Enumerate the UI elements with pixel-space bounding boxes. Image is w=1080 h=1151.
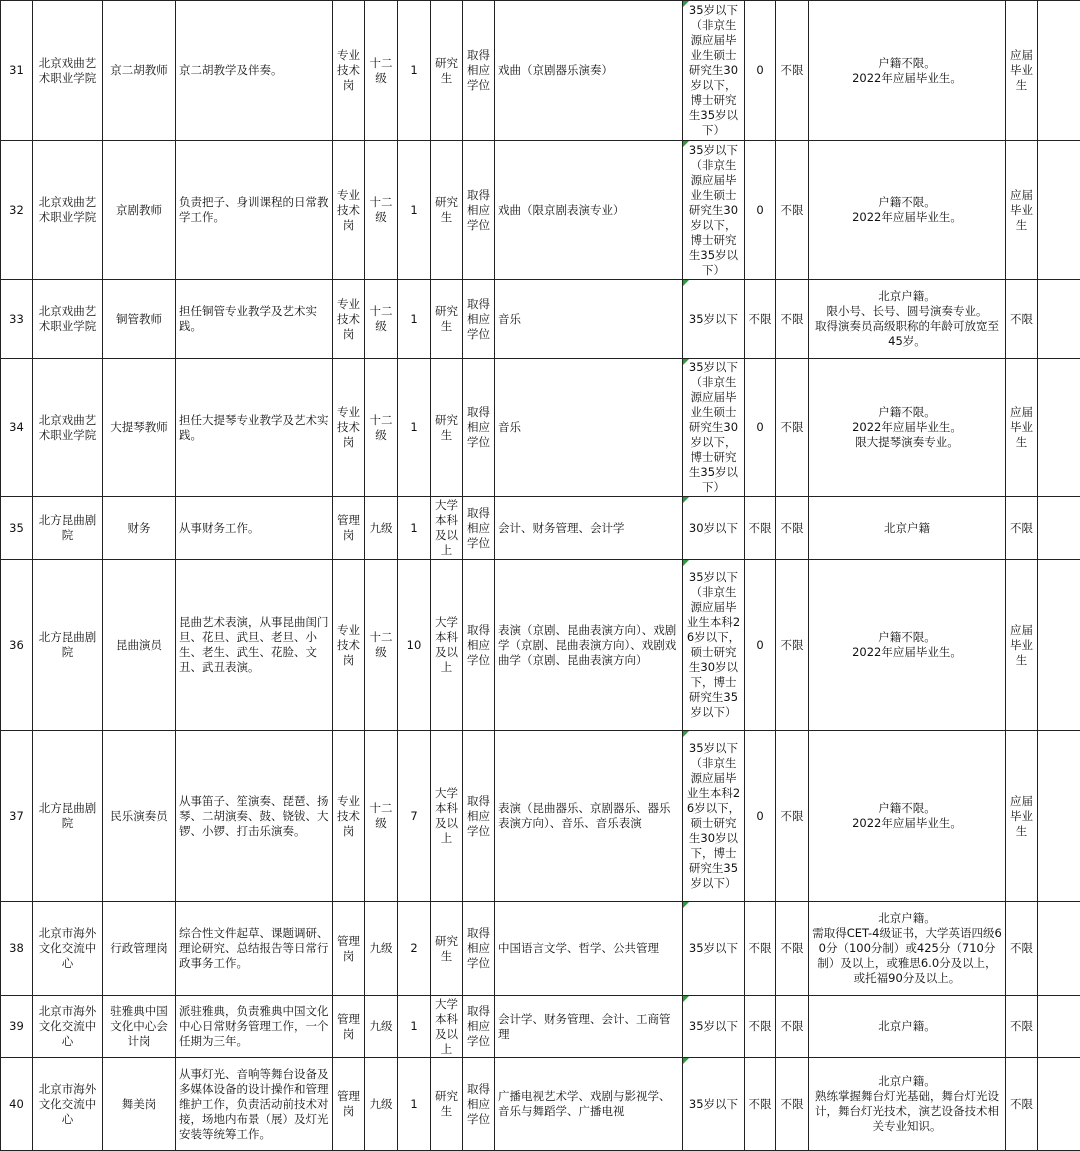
cell-degree: 取得相应学位 [463, 1, 495, 141]
cell-duty: 综合性文件起草、课题调研、理论研究、总结报告等日常行政事务工作。 [176, 902, 333, 996]
cell-age: 35岁以下（非京生源应届毕业生硕士研究生30岁以下，博士研究生35岁以下） [683, 1, 745, 141]
cell-level: 九级 [365, 902, 398, 996]
cell-count: 1 [398, 996, 431, 1058]
table-row [1, 1058, 1080, 1151]
cell-degree: 取得相应学位 [463, 1058, 495, 1151]
cell-degree: 取得相应学位 [463, 560, 495, 731]
cell-no: 40 [1, 1058, 33, 1151]
cell-type: 管理岗 [333, 996, 365, 1058]
cell-note: 应届毕业生 [1006, 359, 1038, 497]
cell-req: 户籍不限。 2022年应届毕业生。 [809, 560, 1006, 731]
cell-post: 京二胡教师 [103, 1, 176, 141]
cell-req: 北京户籍。 熟练掌握舞台灯光基础，舞台灯光设计，舞台灯光技术，演艺设备技术相关专业知识。 [809, 1058, 1006, 1151]
cell-post: 驻雅典中国文化中心会计岗 [103, 996, 176, 1058]
cell-c1: 0 [745, 141, 776, 280]
cell-count: 1 [398, 359, 431, 497]
cell-type: 专业技术岗 [333, 359, 365, 497]
cell-duty: 从事灯光、音响等舞台设备及多媒体设备的设计操作和管理维护工作，负责活动前技术对接，场地内布景（展）及灯光安装等统筹工作。 [176, 1058, 333, 1151]
cell-count: 7 [398, 731, 431, 902]
cell-level: 九级 [365, 497, 398, 560]
cell-no: 39 [1, 996, 33, 1058]
cell-edu: 大学本科及以上 [431, 996, 463, 1058]
cell-major: 会计学、财务管理、会计、工商管理 [495, 996, 683, 1058]
cell-post: 民乐演奏员 [103, 731, 176, 902]
cell-duty: 从事财务工作。 [176, 497, 333, 560]
table-row [1, 359, 1080, 497]
cell-c1: 不限 [745, 497, 776, 560]
cell-edu: 研究生 [431, 1, 463, 141]
cell-c1: 0 [745, 1, 776, 141]
cell-req: 户籍不限。 2022年应届毕业生。 限大提琴演奏专业。 [809, 359, 1006, 497]
cell-c1: 不限 [745, 280, 776, 359]
cell-age: 35岁以下 [683, 996, 745, 1058]
cell-no: 34 [1, 359, 33, 497]
cell-edu: 研究生 [431, 280, 463, 359]
cell-c1: 不限 [745, 902, 776, 996]
table-row [1, 996, 1080, 1058]
cell-req: 户籍不限。 2022年应届毕业生。 [809, 1, 1006, 141]
cell-note: 不限 [1006, 497, 1038, 560]
cell-c2: 不限 [776, 359, 809, 497]
cell-c2: 不限 [776, 141, 809, 280]
cell-type: 专业技术岗 [333, 560, 365, 731]
cell-count: 1 [398, 1058, 431, 1151]
cell-empty [1038, 359, 1080, 497]
cell-empty [1038, 731, 1080, 902]
cell-type: 专业技术岗 [333, 731, 365, 902]
cell-major: 戏曲（限京剧表演专业） [495, 141, 683, 280]
cell-note: 不限 [1006, 280, 1038, 359]
cell-major: 戏曲（京剧器乐演奏） [495, 1, 683, 141]
cell-req: 北京户籍。 限小号、长号、圆号演奏专业。 取得演奏员高级职称的年龄可放宽至45岁。 [809, 280, 1006, 359]
cell-degree: 取得相应学位 [463, 359, 495, 497]
cell-empty [1038, 141, 1080, 280]
cell-empty [1038, 560, 1080, 731]
cell-post: 舞美岗 [103, 1058, 176, 1151]
table-row [1, 280, 1080, 359]
cell-major: 音乐 [495, 359, 683, 497]
cell-unit: 北京市海外文化交流中心 [33, 902, 103, 996]
cell-c1: 不限 [745, 1058, 776, 1151]
cell-type: 专业技术岗 [333, 280, 365, 359]
cell-level: 十二级 [365, 141, 398, 280]
cell-no: 37 [1, 731, 33, 902]
cell-major: 表演（昆曲器乐、京剧器乐、器乐表演方向）、音乐、音乐表演 [495, 731, 683, 902]
cell-c1: 不限 [745, 996, 776, 1058]
cell-c1: 0 [745, 731, 776, 902]
cell-edu: 大学本科及以上 [431, 497, 463, 560]
cell-unit: 北京戏曲艺术职业学院 [33, 141, 103, 280]
cell-edu: 研究生 [431, 1058, 463, 1151]
cell-count: 1 [398, 497, 431, 560]
cell-edu: 大学本科及以上 [431, 731, 463, 902]
cell-duty: 负责把子、身训课程的日常教学工作。 [176, 141, 333, 280]
cell-age: 30岁以下 [683, 497, 745, 560]
cell-empty [1038, 996, 1080, 1058]
cell-duty: 担任大提琴专业教学及艺术实践。 [176, 359, 333, 497]
cell-note: 应届毕业生 [1006, 141, 1038, 280]
cell-age: 35岁以下 [683, 280, 745, 359]
cell-note: 不限 [1006, 1058, 1038, 1151]
cell-unit: 北方昆曲剧院 [33, 731, 103, 902]
table-row [1, 902, 1080, 996]
cell-type: 管理岗 [333, 902, 365, 996]
cell-req: 北京户籍。 [809, 996, 1006, 1058]
cell-post: 京剧教师 [103, 141, 176, 280]
cell-major: 表演（京剧、昆曲表演方向）、戏剧学（京剧、昆曲表演方向）、戏剧戏曲学（京剧、昆曲表演方向） [495, 560, 683, 731]
cell-edu: 研究生 [431, 359, 463, 497]
cell-level: 十二级 [365, 280, 398, 359]
cell-type: 专业技术岗 [333, 141, 365, 280]
cell-degree: 取得相应学位 [463, 497, 495, 560]
cell-post: 财务 [103, 497, 176, 560]
cell-no: 31 [1, 1, 33, 141]
cell-empty [1038, 1058, 1080, 1151]
cell-note: 不限 [1006, 902, 1038, 996]
cell-post: 行政管理岗 [103, 902, 176, 996]
cell-age: 35岁以下（非京生源应届毕业生本科26岁以下，硕士研究生30岁以下，博士研究生35岁以下） [683, 560, 745, 731]
cell-major: 广播电视艺术学、戏剧与影视学、音乐与舞蹈学、广播电视 [495, 1058, 683, 1151]
cell-count: 1 [398, 141, 431, 280]
cell-duty: 担任铜管专业教学及艺术实践。 [176, 280, 333, 359]
cell-duty: 昆曲艺术表演，从事昆曲闺门旦、花旦、武旦、老旦、小生、老生、武生、花脸、文丑、武丑表演。 [176, 560, 333, 731]
cell-req: 户籍不限。 2022年应届毕业生。 [809, 731, 1006, 902]
cell-age: 35岁以下（非京生源应届毕业生本科26岁以下，硕士研究生30岁以下，博士研究生35岁以下） [683, 731, 745, 902]
cell-edu: 研究生 [431, 141, 463, 280]
table-body [1, 1, 1080, 1151]
cell-degree: 取得相应学位 [463, 141, 495, 280]
table-row [1, 560, 1080, 731]
cell-c1: 0 [745, 560, 776, 731]
cell-count: 2 [398, 902, 431, 996]
cell-no: 33 [1, 280, 33, 359]
cell-count: 10 [398, 560, 431, 731]
cell-c2: 不限 [776, 731, 809, 902]
cell-empty [1038, 497, 1080, 560]
cell-count: 1 [398, 1, 431, 141]
cell-empty [1038, 280, 1080, 359]
cell-c2: 不限 [776, 497, 809, 560]
cell-age: 35岁以下 [683, 902, 745, 996]
cell-count: 1 [398, 280, 431, 359]
cell-age: 35岁以下 [683, 1058, 745, 1151]
cell-type: 管理岗 [333, 497, 365, 560]
cell-edu: 大学本科及以上 [431, 560, 463, 731]
cell-level: 九级 [365, 996, 398, 1058]
cell-no: 32 [1, 141, 33, 280]
cell-unit: 北京戏曲艺术职业学院 [33, 1, 103, 141]
cell-degree: 取得相应学位 [463, 731, 495, 902]
cell-no: 35 [1, 497, 33, 560]
cell-major: 会计、财务管理、会计学 [495, 497, 683, 560]
cell-unit: 北京市海外文化交流中心 [33, 996, 103, 1058]
table-row [1, 141, 1080, 280]
cell-level: 十二级 [365, 560, 398, 731]
cell-empty [1038, 902, 1080, 996]
cell-major: 音乐 [495, 280, 683, 359]
cell-c1: 0 [745, 359, 776, 497]
cell-unit: 北方昆曲剧院 [33, 560, 103, 731]
cell-c2: 不限 [776, 280, 809, 359]
cell-note: 不限 [1006, 996, 1038, 1058]
cell-level: 十二级 [365, 359, 398, 497]
cell-edu: 研究生 [431, 902, 463, 996]
cell-duty: 派驻雅典，负责雅典中国文化中心日常财务管理工作，一个任期为三年。 [176, 996, 333, 1058]
cell-no: 36 [1, 560, 33, 731]
cell-type: 专业技术岗 [333, 1, 365, 141]
table-row [1, 497, 1080, 560]
cell-post: 铜管教师 [103, 280, 176, 359]
cell-unit: 北京戏曲艺术职业学院 [33, 280, 103, 359]
cell-post: 昆曲演员 [103, 560, 176, 731]
cell-level: 九级 [365, 1058, 398, 1151]
cell-c2: 不限 [776, 902, 809, 996]
cell-unit: 北方昆曲剧院 [33, 497, 103, 560]
cell-c2: 不限 [776, 1058, 809, 1151]
table-row [1, 731, 1080, 902]
table-row [1, 1, 1080, 141]
cell-degree: 取得相应学位 [463, 280, 495, 359]
cell-req: 北京户籍。 需取得CET-4级证书，大学英语四级60分（100分制）或425分（710分制）及以上，或雅思6.0分及以上，或托福90分及以上。 [809, 902, 1006, 996]
cell-type: 管理岗 [333, 1058, 365, 1151]
cell-req: 北京户籍 [809, 497, 1006, 560]
cell-unit: 北京戏曲艺术职业学院 [33, 359, 103, 497]
cell-c2: 不限 [776, 1, 809, 141]
cell-degree: 取得相应学位 [463, 902, 495, 996]
cell-level: 十二级 [365, 731, 398, 902]
cell-level: 十二级 [365, 1, 398, 141]
cell-age: 35岁以下（非京生源应届毕业生硕士研究生30岁以下，博士研究生35岁以下） [683, 141, 745, 280]
cell-c2: 不限 [776, 560, 809, 731]
cell-note: 应届毕业生 [1006, 731, 1038, 902]
cell-unit: 北京市海外文化交流中心 [33, 1058, 103, 1151]
cell-major: 中国语言文学、哲学、公共管理 [495, 902, 683, 996]
cell-req: 户籍不限。 2022年应届毕业生。 [809, 141, 1006, 280]
cell-note: 应届毕业生 [1006, 560, 1038, 731]
cell-c2: 不限 [776, 996, 809, 1058]
cell-no: 38 [1, 902, 33, 996]
cell-duty: 京二胡教学及伴奏。 [176, 1, 333, 141]
cell-degree: 取得相应学位 [463, 996, 495, 1058]
cell-empty [1038, 1, 1080, 141]
cell-post: 大提琴教师 [103, 359, 176, 497]
cell-note: 应届毕业生 [1006, 1, 1038, 141]
cell-duty: 从事笛子、笙演奏、琵琶、扬琴、二胡演奏、鼓、铙钹、大锣、小锣、打击乐演奏。 [176, 731, 333, 902]
cell-age: 35岁以下（非京生源应届毕业生硕士研究生30岁以下，博士研究生35岁以下） [683, 359, 745, 497]
